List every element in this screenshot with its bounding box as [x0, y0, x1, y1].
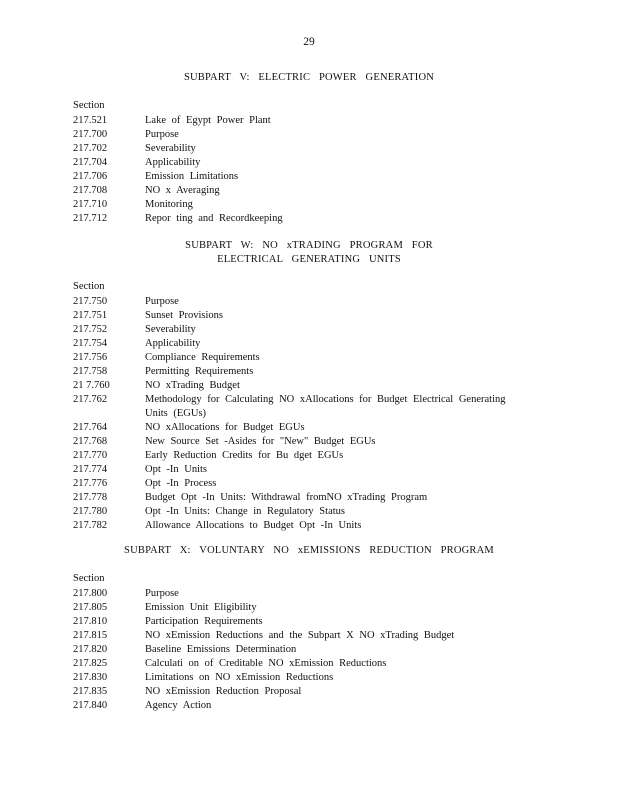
section-number: 217.778: [73, 492, 108, 503]
section-title: Lake of Egypt Power Plant: [145, 115, 271, 126]
section-number: 217.768: [73, 436, 108, 447]
section-number: 217.776: [73, 478, 108, 489]
subpart-x-toc: [73, 587, 533, 713]
section-title: Budget Opt -In Units: Withdrawal fromNO xTrading Program: [145, 492, 428, 503]
subpart-v-toc: [73, 114, 533, 226]
section-number: 217.800: [73, 588, 108, 599]
toc-row: [73, 519, 533, 533]
toc-row: [73, 505, 533, 519]
toc-row: [73, 463, 533, 477]
toc-row: [73, 184, 533, 198]
toc-row: [73, 114, 533, 128]
section-label: Section: [73, 100, 105, 111]
section-number: 217.762: [73, 394, 108, 405]
section-title: NO x Averaging: [145, 185, 220, 196]
section-title: Units (EGUs): [145, 408, 207, 419]
section-number: 217.752: [73, 324, 108, 335]
toc-row: [73, 657, 533, 671]
section-title: Repor ting and Recordkeeping: [145, 213, 283, 224]
subpart-v-heading: [0, 72, 618, 83]
subpart-heading-line: ELECTRICAL GENERATING UNITS: [217, 254, 401, 265]
section-number: [73, 407, 145, 421]
section-title: New Source Set -Asides for "New" Budget EGUs: [145, 436, 376, 447]
section-title: Permitting Requirements: [145, 366, 254, 377]
section-number: 217.825: [73, 658, 108, 669]
section-title: Emission Unit Eligibility: [145, 602, 257, 613]
section-title: NO xEmission Reduction Proposal: [145, 686, 302, 697]
section-number: 217.700: [73, 129, 108, 140]
toc-row: [73, 615, 533, 629]
toc-row: [73, 365, 533, 379]
section-number: 217.780: [73, 506, 108, 517]
section-number: 217.712: [73, 213, 108, 224]
toc-row: [73, 449, 533, 463]
section-number: 217.521: [73, 115, 108, 126]
section-title: Compliance Requirements: [145, 352, 260, 363]
section-number: 217.815: [73, 630, 108, 641]
toc-row: [73, 587, 533, 601]
section-title: Severability: [145, 324, 196, 335]
section-number: 217.835: [73, 686, 108, 697]
toc-row: [73, 295, 533, 309]
section-title: Baseline Emissions Determination: [145, 644, 297, 655]
section-title: Agency Action: [145, 700, 212, 711]
toc-row: [73, 128, 533, 142]
section-title: Opt -In Units: [145, 464, 207, 475]
section-title: Allowance Allocations to Budget Opt -In Units: [145, 520, 362, 531]
toc-row: [73, 491, 533, 505]
section-title: Participation Requirements: [145, 616, 263, 627]
section-title: Purpose: [145, 588, 179, 599]
toc-row: [73, 685, 533, 699]
section-title: Purpose: [145, 296, 179, 307]
toc-row: [73, 435, 533, 449]
toc-row: [73, 421, 533, 435]
section-number: 217.710: [73, 199, 108, 210]
section-title: NO xAllocations for Budget EGUs: [145, 422, 305, 433]
section-number: 217.805: [73, 602, 108, 613]
section-number: 217.840: [73, 700, 108, 711]
section-number: 217.830: [73, 672, 108, 683]
section-label: Section: [73, 573, 105, 584]
section-number: 217.754: [73, 338, 108, 349]
section-number: 217.820: [73, 644, 108, 655]
section-number: 217.704: [73, 157, 108, 168]
section-number: 21 7.760: [73, 380, 110, 391]
page-number: 29: [303, 36, 315, 48]
section-title: Severability: [145, 143, 196, 154]
section-title: Sunset Provisions: [145, 310, 223, 321]
section-title: Calculati on of Creditable NO xEmission Reductions: [145, 658, 387, 669]
toc-row: [73, 156, 533, 170]
section-number: 217.764: [73, 422, 108, 433]
section-number: 217.756: [73, 352, 108, 363]
section-number: 217.702: [73, 143, 108, 154]
section-title: Monitoring: [145, 199, 193, 210]
section-title: Purpose: [145, 129, 179, 140]
section-title: Early Reduction Credits for Bu dget EGUs: [145, 450, 344, 461]
subpart-w-heading: [0, 239, 618, 267]
toc-row: [73, 379, 533, 393]
section-number: 217.810: [73, 616, 108, 627]
section-title: Methodology for Calculating NO xAllocations for Budget Electrical Generating: [145, 394, 506, 405]
section-number: 217.758: [73, 366, 108, 377]
section-title: Applicability: [145, 157, 201, 168]
section-title: NO xTrading Budget: [145, 380, 240, 391]
subpart-w-toc: [73, 295, 533, 533]
toc-row: [73, 142, 533, 156]
section-number: 217.706: [73, 171, 108, 182]
toc-row: [73, 671, 533, 685]
toc-row: [73, 212, 533, 226]
section-number: 217.750: [73, 296, 108, 307]
toc-row: [73, 477, 533, 491]
section-number: 217.782: [73, 520, 108, 531]
section-number: 217.708: [73, 185, 108, 196]
subpart-heading-line: SUBPART W: NO xTRADING PROGRAM FOR: [185, 240, 433, 251]
toc-row: [73, 699, 533, 713]
section-title: Opt -In Process: [145, 478, 217, 489]
toc-row: [73, 643, 533, 657]
toc-row: [73, 170, 533, 184]
toc-row: [73, 198, 533, 212]
section-number: 217.770: [73, 450, 108, 461]
toc-row: [73, 323, 533, 337]
toc-row: [73, 629, 533, 643]
toc-row: [73, 337, 533, 351]
toc-row: [73, 407, 533, 421]
section-number: 217.751: [73, 310, 108, 321]
toc-row: [73, 601, 533, 615]
subpart-heading-line: SUBPART X: VOLUNTARY NO xEMISSIONS REDUCTION PROGRAM: [124, 545, 494, 556]
subpart-heading-line: SUBPART V: ELECTRIC POWER GENERATION: [183, 72, 435, 83]
toc-row: [73, 309, 533, 323]
section-title: Applicability: [145, 338, 201, 349]
section-title: Opt -In Units: Change in Regulatory Status: [145, 506, 345, 517]
section-number: 217.774: [73, 464, 108, 475]
section-title: Limitations on NO xEmission Reductions: [145, 672, 334, 683]
section-title: Emission Limitations: [145, 171, 239, 182]
toc-row: [73, 351, 533, 365]
toc-row: [73, 393, 533, 407]
section-label: Section: [73, 281, 105, 292]
section-title: NO xEmission Reductions and the Subpart X NO xTrading Budget: [145, 630, 455, 641]
subpart-x-heading: [0, 545, 618, 556]
